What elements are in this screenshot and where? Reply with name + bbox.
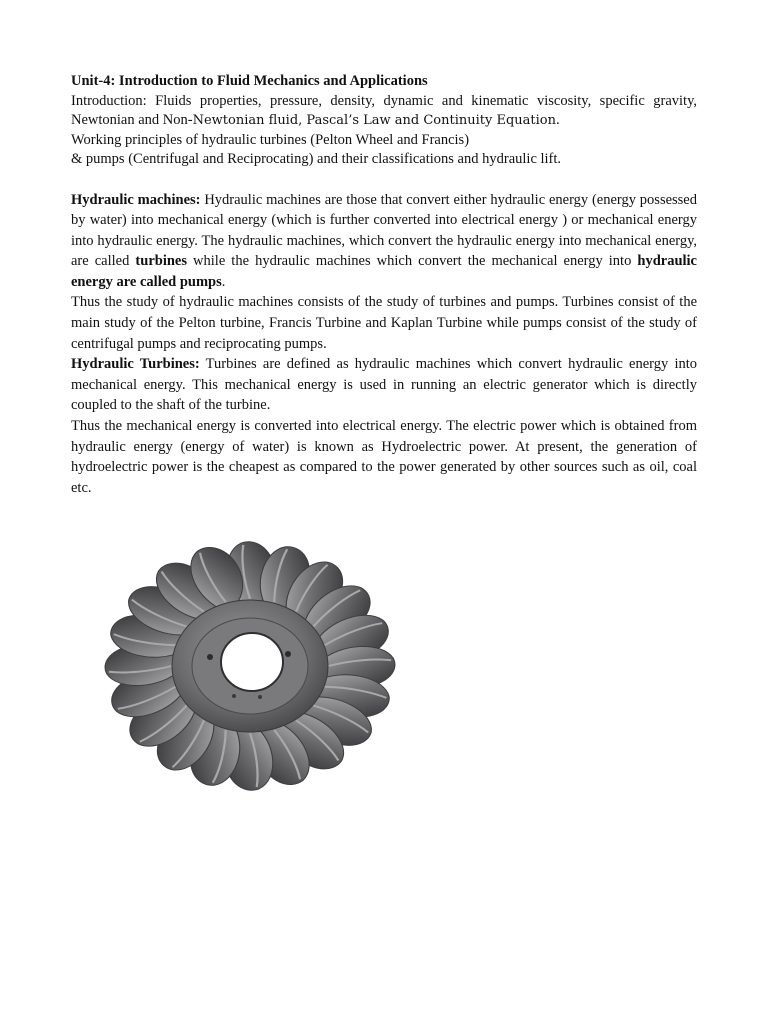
bolt-hole-bottom-left: [232, 694, 236, 698]
intro-period: .: [556, 112, 560, 128]
bolt-hole-bottom-right: [258, 695, 262, 699]
turbines-term: turbines: [135, 253, 187, 270]
hydraulic-turbines-text: Turbines are defined as hydraulic machines which convert hydraulic energy into mechanical energy. This mechanical energy is used in running an electric generator which is directly coupled to the shaft of the turbine.: [71, 356, 697, 414]
hydraulic-machines-text-3: .: [221, 273, 226, 290]
hydraulic-turbines-term: Hydraulic Turbines:: [71, 356, 200, 373]
intro-text: Introduction: Fluids properties, pressure, density, dynamic and kinematic viscosity, specific gravity, Newtonian and Non-: [71, 92, 697, 128]
unit-title: Unit-4: Introduction to Fluid Mechanics and Applications: [71, 73, 428, 89]
hydroelectric-power-paragraph: Thus the mechanical energy is converted into electrical energy. The electric power which is obtained from hydraulic energy (energy of water) is known as Hydroelectric power. At present, the generation of hydroelectric power is the cheapest as compared to the power generated by other sources such as oil, coal etc.: [71, 418, 697, 496]
hydraulic-machines-text-1: Hydraulic machines are those that convert either hydraulic energy (energy possessed by water) into mechanical energy (which is further converted into electrical energy ) or mechanical energy into hydraulic energy. The hydraulic machines, which convert the hydraulic energy into mechanical energy, are called: [71, 191, 697, 270]
unit-header: [71, 72, 697, 170]
hydraulic-turbines-paragraph: [71, 354, 697, 416]
shaft-bore: [221, 633, 283, 691]
intro-text-alt-font: Newtonian fluid, Pascal’s Law and Continuity Equation: [192, 113, 557, 128]
body-text: [71, 190, 697, 499]
pelton-wheel-image: [92, 526, 408, 798]
pumps-term: hydraulic energy are called pumps: [71, 253, 697, 290]
bolt-hole-right: [285, 651, 291, 657]
study-paragraph: Thus the study of hydraulic machines consists of the study of turbines and pumps. Turbines consist of the main study of the Pelton turbine, Francis Turbine and Kaplan Turbine while pumps consist of the study of centrifugal pumps and reciprocating pumps.: [71, 294, 697, 352]
hydraulic-machines-paragraph: [71, 190, 697, 293]
hydraulic-machines-term: Hydraulic machines:: [71, 191, 201, 208]
pumps-line: & pumps (Centrifugal and Reciprocating) and their classifications and hydraulic lift.: [71, 151, 562, 167]
intro-paragraph: [71, 92, 697, 131]
document-page: [71, 72, 697, 498]
hydraulic-machines-text-2: while the hydraulic machines which convert the mechanical energy into: [187, 253, 638, 270]
working-principles-line: Working principles of hydraulic turbines (Pelton Wheel and Francis): [71, 131, 470, 148]
bolt-hole-left: [207, 654, 213, 660]
